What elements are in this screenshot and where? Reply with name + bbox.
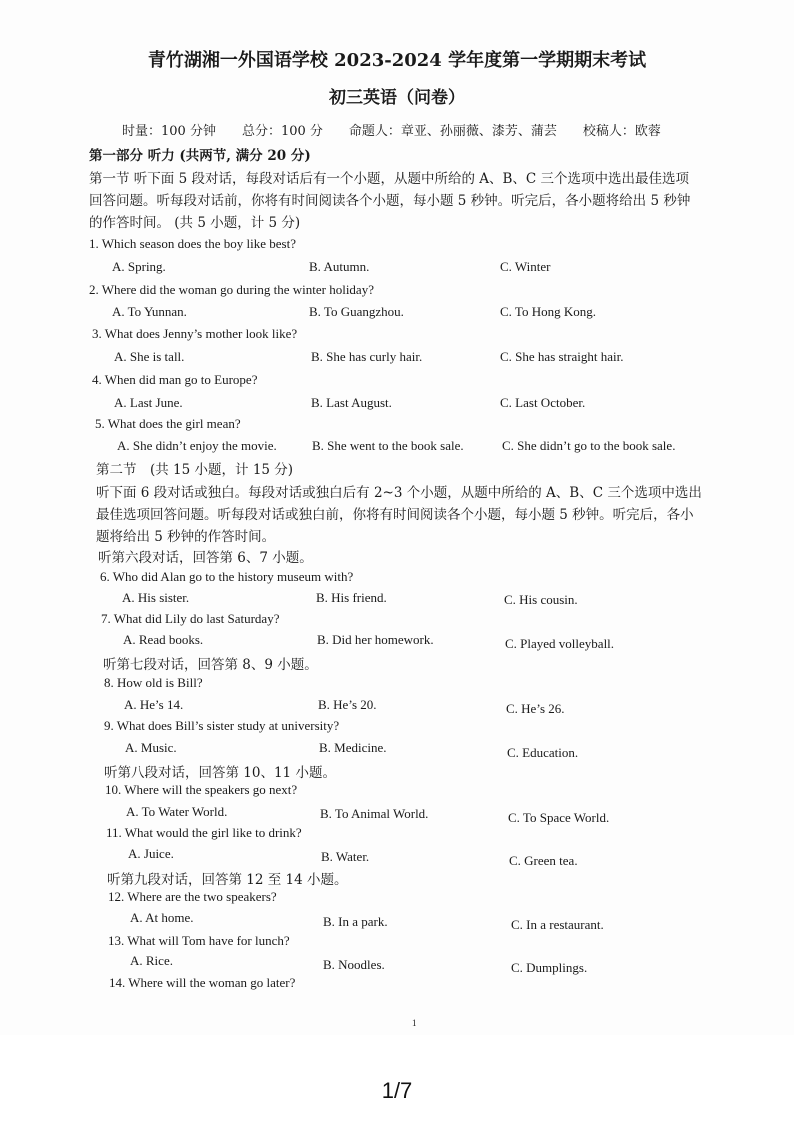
option-c: C. Dumplings.: [511, 960, 588, 975]
option-b: B. In a park.: [323, 914, 388, 929]
option-c: C. Last October.: [500, 395, 586, 410]
question: 10. Where will the speakers go next?: [105, 782, 298, 797]
question: 14. Where will the woman go later?: [109, 975, 296, 990]
option-b: B. To Guangzhou.: [309, 304, 404, 319]
part1-heading: 第一部分 听力 (共两节, 满分 20 分): [89, 148, 311, 164]
option-c: C. In a restaurant.: [511, 917, 604, 932]
question: 5. What does the girl mean?: [95, 416, 241, 431]
option-b: B. Noodles.: [323, 957, 385, 972]
option-a: A. To Water World.: [126, 804, 228, 819]
question: 13. What will Tom have for lunch?: [108, 933, 290, 948]
section2-line: 听下面 6 段对话或独白。每段对话或独白后有 2~3 个小题，从题中所给的 A、B、C 三个选项中选出: [96, 485, 702, 501]
section1-line: 的作答时间。 (共 5 小题，计 5 分): [89, 215, 301, 231]
option-c: C. Green tea.: [509, 853, 578, 868]
question: 6. Who did Alan go to the history museum with?: [100, 569, 354, 584]
option-c: C. She has straight hair.: [500, 349, 624, 364]
option-b: B. Medicine.: [319, 740, 387, 755]
option-a: A. She is tall.: [114, 349, 185, 364]
question: 4. When did man go to Europe?: [92, 372, 258, 387]
question: 1. Which season does the boy like best?: [89, 236, 296, 251]
option-a: A. He’s 14.: [124, 697, 184, 712]
option-a: A. Last June.: [114, 395, 183, 410]
option-b: B. He’s 20.: [318, 697, 377, 712]
option-a: A. Music.: [125, 740, 177, 755]
question: 11. What would the girl like to drink?: [106, 825, 302, 840]
dialogue-instruction: 听第九段对话，回答第 12 至 14 小题。: [107, 872, 348, 888]
section1-line: 第一节 听下面 5 段对话，每段对话后有一个小题，从题中所给的 A、B、C 三个选项中选出最佳选项: [89, 171, 690, 187]
question: 12. Where are the two speakers?: [108, 889, 277, 904]
option-a: A. At home.: [130, 910, 194, 925]
option-b: B. She has curly hair.: [311, 349, 423, 364]
option-c: C. She didn’t go to the book sale.: [502, 438, 676, 453]
question: 2. Where did the woman go during the winter holiday?: [89, 282, 374, 297]
option-b: B. Water.: [321, 849, 370, 864]
option-b: B. Autumn.: [309, 259, 370, 274]
option-c: C. Education.: [507, 745, 579, 760]
option-b: B. She went to the book sale.: [312, 438, 464, 453]
question: 3. What does Jenny’s mother look like?: [92, 326, 298, 341]
exam-title: 青竹湖湘一外国语学校 2023-2024 学年度第一学期期末考试: [147, 50, 647, 71]
option-a: A. His sister.: [122, 590, 190, 605]
option-a: A. She didn’t enjoy the movie.: [117, 438, 277, 453]
exam-meta: 时量：100 分钟 总分：100 分 命题人：章亚、孙丽薇、漆芳、蒲芸 校稿人：欧蓉: [122, 124, 661, 139]
section2-heading: 第二节 (共 15 小题，计 15 分): [96, 462, 294, 478]
option-b: B. Did her homework.: [317, 632, 434, 647]
dialogue-instruction: 听第七段对话，回答第 8、9 小题。: [103, 657, 318, 673]
option-c: C. His cousin.: [504, 592, 578, 607]
section2-line: 最佳选项回答问题。听每段对话或独白前，你将有时间阅读各个小题，每小题 5 秒钟。听完后，各小: [96, 507, 694, 523]
option-c: C. Played volleyball.: [505, 636, 615, 651]
option-c: C. To Space World.: [508, 810, 610, 825]
option-a: A. Juice.: [128, 846, 174, 861]
option-a: A. To Yunnan.: [112, 304, 187, 319]
option-c: C. He’s 26.: [506, 701, 565, 716]
option-a: A. Rice.: [130, 953, 173, 968]
section2-line: 题将给出 5 秒钟的作答时间。: [96, 529, 276, 545]
question: 9. What does Bill’s sister study at university?: [104, 718, 340, 733]
option-b: B. His friend.: [316, 590, 387, 605]
dialogue-instruction: 听第六段对话，回答第 6、7 小题。: [98, 550, 313, 566]
section1-line: 回答问题。听每段对话前，你将有时间阅读各个小题，每小题 5 秒钟。听完后，各小题将给出 5 秒钟: [89, 193, 691, 209]
question: 7. What did Lily do last Saturday?: [101, 611, 280, 626]
option-c: C. To Hong Kong.: [500, 304, 596, 319]
option-b: B. Last August.: [311, 395, 392, 410]
option-a: A. Read books.: [123, 632, 204, 647]
option-b: B. To Animal World.: [320, 806, 429, 821]
page-indicator: 1/7: [381, 1078, 413, 1103]
page-number: 1: [412, 1018, 417, 1028]
dialogue-instruction: 听第八段对话，回答第 10、11 小题。: [104, 765, 336, 781]
question: 8. How old is Bill?: [104, 675, 203, 690]
option-a: A. Spring.: [112, 259, 166, 274]
option-c: C. Winter: [500, 259, 551, 274]
exam-subtitle: 初三英语（问卷）: [329, 88, 465, 108]
